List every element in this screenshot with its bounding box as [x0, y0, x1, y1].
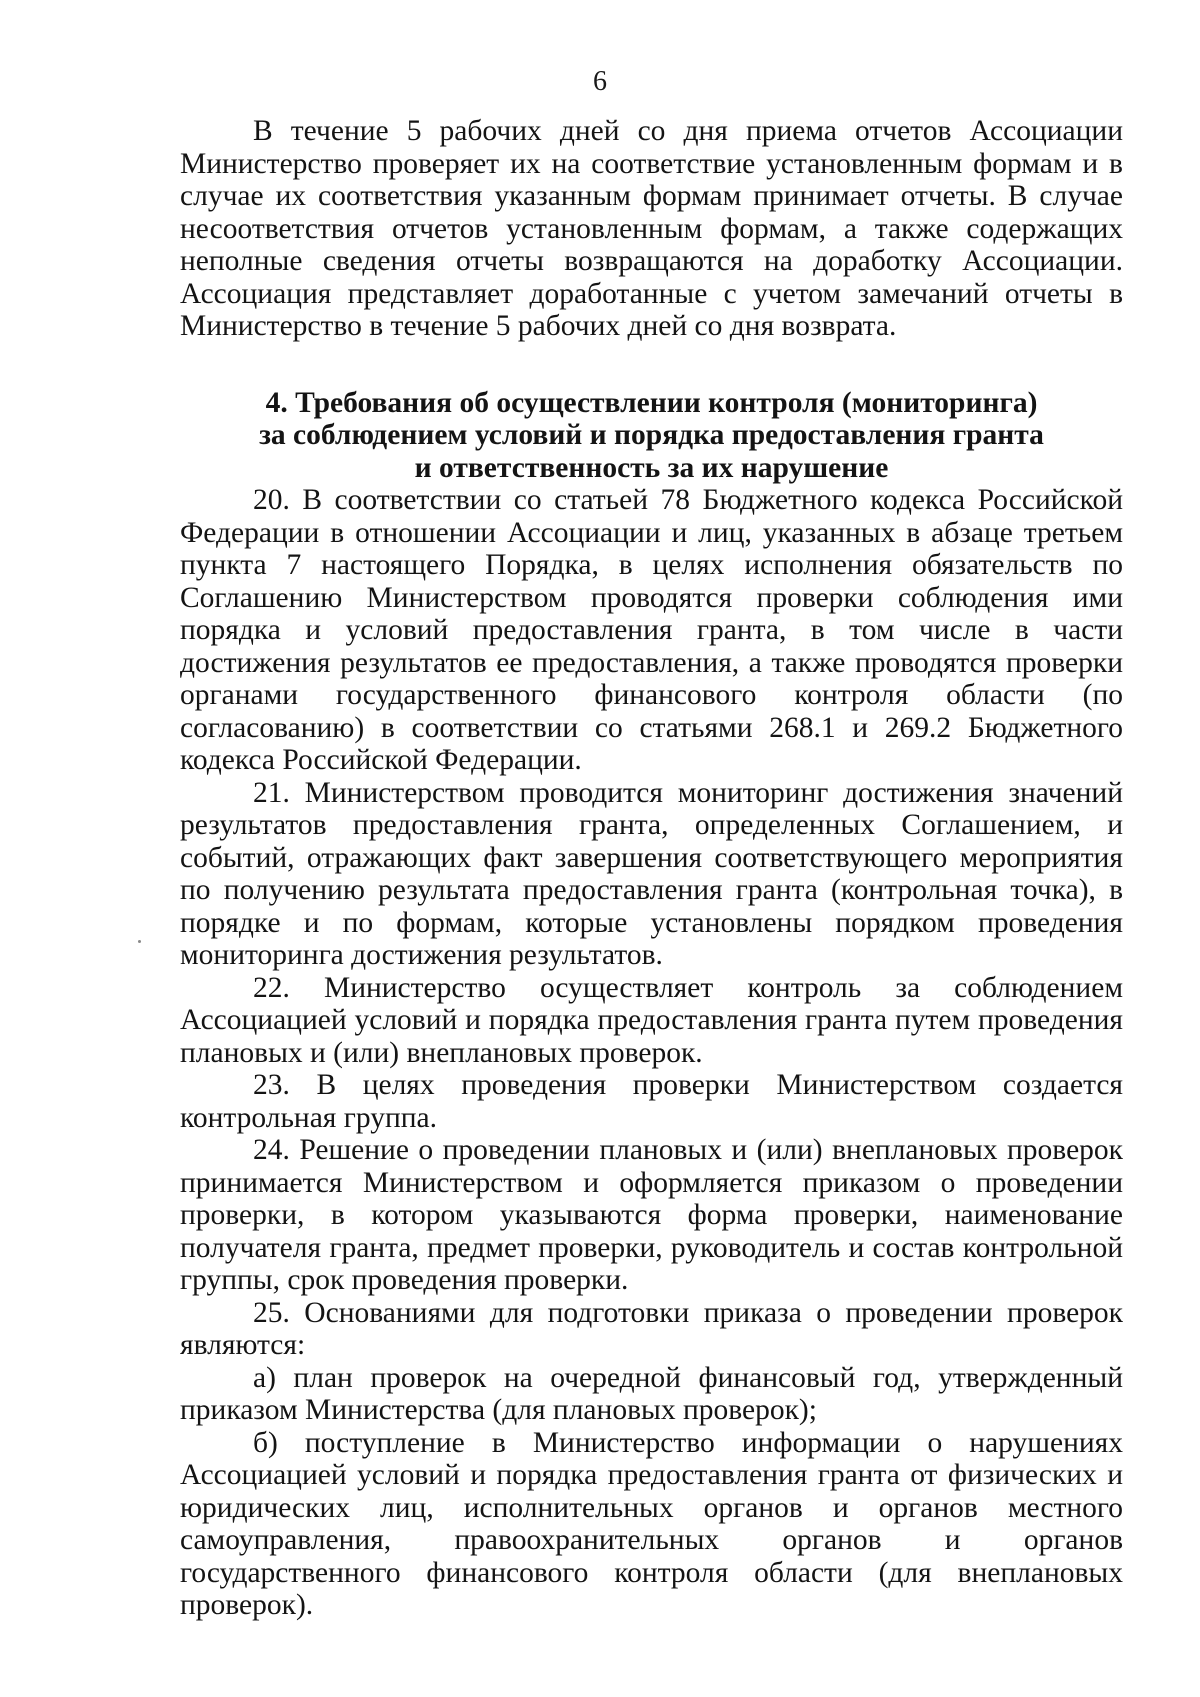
- scan-speck: [138, 940, 141, 943]
- paragraph-intro: В течение 5 рабочих дней со дня приема отчетов Ассоциации Министерство проверяет их на соответствие установленным формам и в случае их соответствия указанным формам принимает отчеты. В случае несоответствия отчетов установленным формам, а также содержащих неполные сведения отчеты возвращаются на доработку Ассоциации. Ассоциация представляет доработанные с учетом замечаний отчеты в Министерство в течение 5 рабочих дней со дня возврата.: [180, 115, 1123, 342]
- section-heading-line: 4. Требования об осуществлении контроля (мониторинга): [265, 386, 1038, 419]
- paragraph-25a: а) план проверок на очередной финансовый год, утвержденный приказом Министерства (для плановых проверок);: [180, 1361, 1123, 1426]
- page-number: 6: [593, 66, 607, 97]
- paragraph-20: 20. В соответствии со статьей 78 Бюджетного кодекса Российской Федерации в отношении Ассоциации и лиц, указанных в абзаце третьем пункта 7 настоящего Порядка, в целях исполнения обязательств по Соглашению Министерством проводятся проверки соблюдения ими порядка и условий предоставления гранта, в том числе в части достижения результатов ее предоставления, а также проводятся проверки органами государственного финансового контроля области (по согласованию) в соответствии со статьями 268.1 и 269.2 Бюджетного кодекса Российской Федерации.: [180, 484, 1123, 776]
- paragraph-22: 22. Министерство осуществляет контроль за соблюдением Ассоциацией условий и порядка предоставления гранта путем проведения плановых и (или) внеплановых проверок.: [180, 971, 1123, 1069]
- section-heading-line: за соблюдением условий и порядка предоставления гранта: [259, 419, 1044, 451]
- paragraph-25b: б) поступление в Министерство информации о нарушениях Ассоциацией условий и порядка предоставления гранта от физических и юридических лиц, исполнительных органов и органов местного самоуправления, правоохранительных органов и органов государственного финансового контроля области (для внеплановых проверок).: [180, 1426, 1123, 1621]
- document-body: [180, 115, 1123, 1622]
- section-heading-line: и ответственность за их нарушение: [414, 451, 889, 484]
- paragraph-25: 25. Основаниями для подготовки приказа о проведении проверок являются:: [180, 1296, 1123, 1361]
- paragraph-24: 24. Решение о проведении плановых и (или) внеплановых проверок принимается Министерством и оформляется приказом о проведении проверки, в котором указываются форма проверки, наименование получателя гранта, предмет проверки, руководитель и состав контрольной группы, срок проведения проверки.: [180, 1134, 1123, 1296]
- paragraph-21: 21. Министерством проводится мониторинг достижения значений результатов предоставления гранта, определенных Соглашением, и событий, отражающих факт завершения соответствующего мероприятия по получению результата предоставления гранта (контрольная точка), в порядке и по формам, которые установлены порядком проведения мониторинга достижения результатов.: [180, 776, 1123, 971]
- section-heading: [180, 387, 1123, 485]
- paragraph-23: 23. В целях проведения проверки Министерством создается контрольная группа.: [180, 1069, 1123, 1134]
